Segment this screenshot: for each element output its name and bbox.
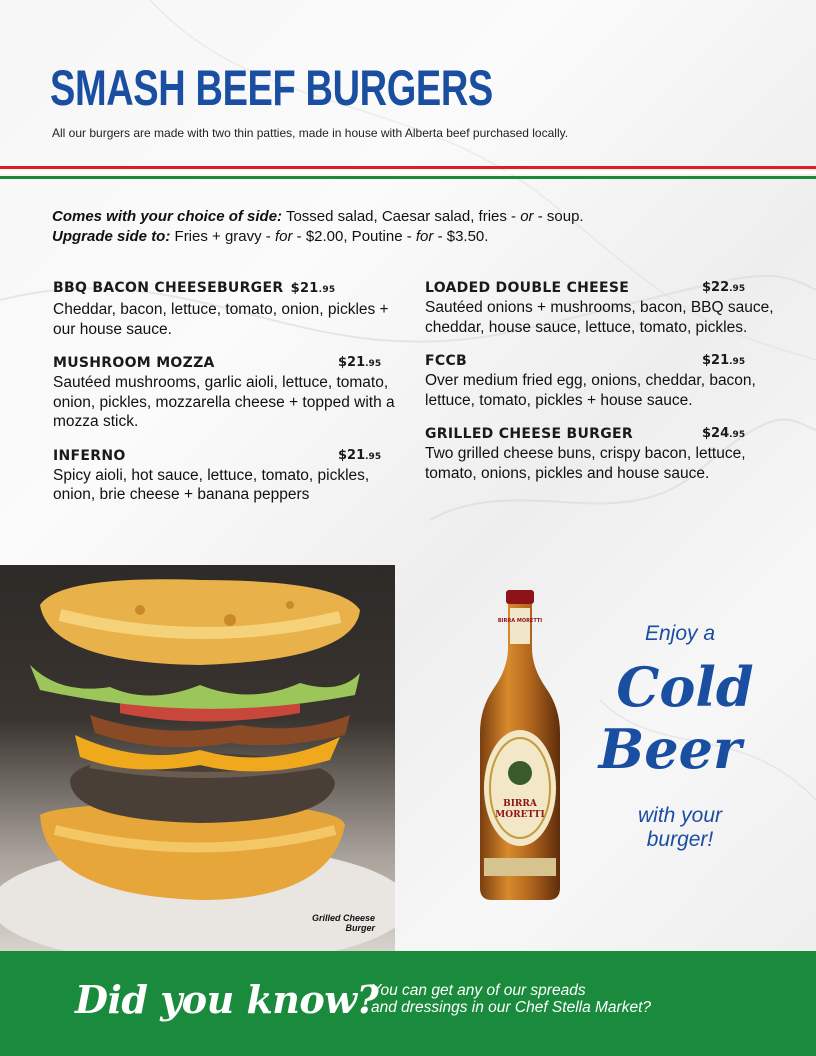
side-upgrade-line: Upgrade side to: Fries + gravy - for - $2.00, Poutine - for - $3.50. — [52, 228, 489, 245]
side-options — [52, 207, 584, 247]
bottle-label-moretti: MORETTI — [495, 810, 545, 820]
italian-flag-stripes — [0, 166, 816, 184]
menu-item-price: $24.95 — [702, 426, 746, 441]
beer-promo — [600, 620, 760, 852]
footer-note: You can get any of our spreads and dressings in our Chef Stella Market? — [371, 982, 652, 1016]
menu-item-description: Two grilled cheese buns, crispy bacon, lettuce, tomato, onions, pickles and house sauce. — [425, 445, 746, 482]
bottle-neck-label: BIRRA MORETTI — [497, 618, 543, 624]
page-subtitle: All our burgers are made with two thin patties, made in house with Alberta beef purchased locally. — [52, 126, 569, 140]
menu-item-price: $21.95 — [338, 447, 382, 463]
menu-column-right — [425, 278, 795, 497]
promo-beer: Beer — [598, 717, 742, 781]
menu-column-left — [53, 278, 413, 519]
menu-item-description: Sautéed onions + mushrooms, bacon, BBQ sauce, cheddar, house sauce, lettuce, tomato, pickles. — [425, 299, 774, 336]
menu-item-description: Over medium fried egg, onions, cheddar, bacon, lettuce, tomato, pickles + house sauce. — [425, 372, 756, 409]
menu-item — [425, 278, 795, 337]
footer-headline: Did you know? — [75, 977, 379, 1022]
menu-item-price: $21.95 — [702, 353, 746, 368]
bottle-label-birra: BIRRA — [503, 799, 537, 809]
burger-photo — [0, 565, 395, 951]
promo-enjoy: Enjoy a — [644, 622, 716, 645]
menu-item-name: FCCB — [425, 353, 467, 369]
page-title: SMASH BEEF BURGERS — [50, 60, 493, 116]
menu-item-price: $22.95 — [702, 280, 746, 295]
promo-cold: Cold — [616, 655, 754, 719]
menu-item — [53, 353, 413, 432]
burger-illustration — [0, 565, 395, 951]
side-choice-line: Comes with your choice of side: Tossed salad, Caesar salad, fries - or - soup. — [52, 208, 584, 225]
menu-item — [53, 446, 413, 505]
menu-item-name: BBQ BACON CHEESEBURGER $21.95 — [53, 280, 336, 296]
menu-item-name: MUSHROOM MOZZA — [53, 355, 215, 371]
photo-caption: Grilled Cheese Burger — [311, 913, 375, 933]
menu-item-description: Sautéed mushrooms, garlic aioli, lettuce, tomato, onion, pickles, mozzarella cheese + topped with a mozza stick. — [53, 374, 395, 430]
beer-bottle-image — [474, 588, 566, 903]
menu-item-name: LOADED DOUBLE CHEESE — [425, 280, 630, 296]
menu-item-price: $21.95 — [338, 355, 382, 370]
menu-item-description: Spicy aioli, hot sauce, lettuce, tomato, pickles, onion, brie cheese + banana peppers — [53, 466, 370, 503]
menu-item-name: INFERNO — [53, 447, 126, 464]
menu-item-price: $21.95 — [290, 281, 336, 296]
menu-item-description: Cheddar, bacon, lettuce, tomato, onion, pickles + our house sauce. — [53, 301, 389, 338]
menu-item — [425, 424, 795, 483]
footer-banner — [0, 951, 816, 1056]
menu-item — [53, 278, 413, 339]
menu-item — [425, 351, 795, 410]
menu-item-name: GRILLED CHEESE BURGER — [425, 426, 633, 442]
promo-with-your-burger: with your burger! — [637, 804, 723, 851]
